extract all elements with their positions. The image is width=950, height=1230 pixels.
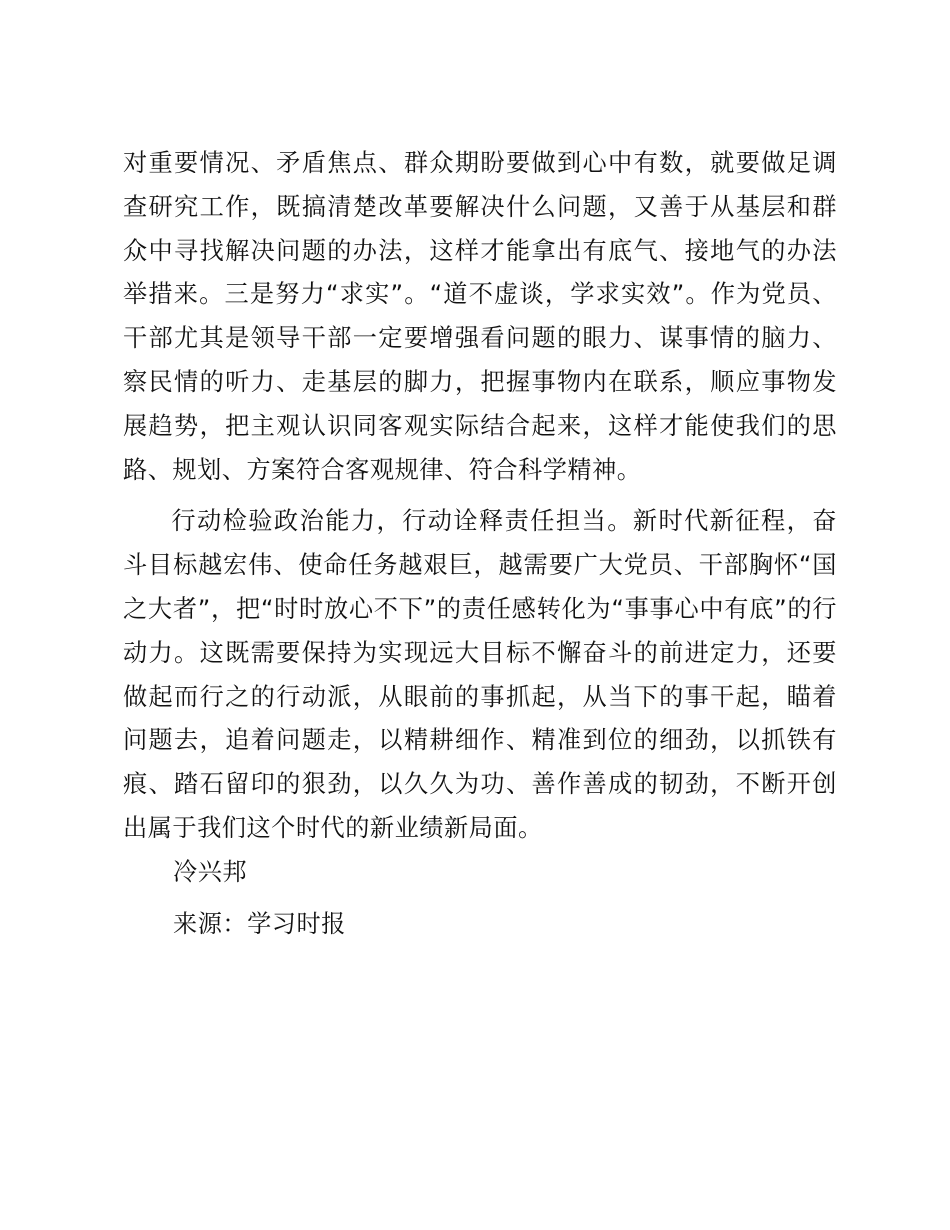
author-name: 冷兴邦 [173, 857, 248, 886]
document-body [123, 142, 837, 946]
paragraph-continued: 对重要情况、矛盾焦点、群众期盼要做到心中有数，就要做足调查研究工作，既搞清楚改革要解决什么问题，又善于从基层和群众中寻找解决问题的办法，这样才能拿出有底气、接地气的办法举措来。三是努力“求实”。“道不虚谈，学求实效”。作为党员、干部尤其是领导干部一定要增强看问题的眼力、谋事情的脑力、察民情的听力、走基层的脚力，把握事物内在联系，顺应事物发展趋势，把主观认识同客观实际结合起来，这样才能使我们的思路、规划、方案符合客观规律、符合科学精神。 [123, 149, 837, 484]
paragraph-action: 行动检验政治能力，行动诠释责任担当。新时代新征程，奋斗目标越宏伟、使命任务越艰巨，越需要广大党员、干部胸怀“国之大者”，把“时时放心不下”的责任感转化为“事事心中有底”的行动力。这既需要保持为实现远大目标不懈奋斗的前进定力，还要做起而行之的行动派，从眼前的事抓起，从当下的事干起，瞄着问题去，追着问题走，以精耕细作、精准到位的细劲，以抓铁有痕、踏石留印的狠劲，以久久为功、善作善成的韧劲，不断开创出属于我们这个时代的新业绩新局面。 [123, 507, 837, 842]
source-line: 来源：学习时报 [173, 909, 346, 938]
